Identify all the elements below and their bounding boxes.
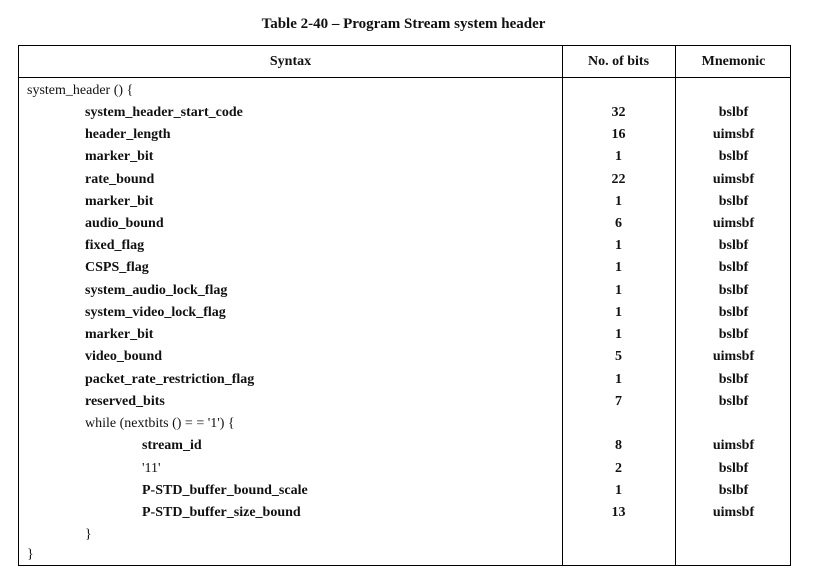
bits-cell: 1 — [615, 260, 622, 275]
table-row — [19, 238, 792, 256]
mnemonic-cell: uimsbf — [712, 216, 755, 231]
bits-cell: 32 — [611, 105, 626, 120]
table-row — [19, 327, 792, 345]
mnemonic-cell: bslbf — [718, 483, 749, 498]
mnemonic-cell: bslbf — [718, 372, 749, 387]
syntax-cell: } — [27, 547, 34, 562]
mnemonic-cell: uimsbf — [712, 349, 755, 364]
bits-cell: 6 — [615, 216, 622, 231]
syntax-cell: P-STD_buffer_size_bound — [142, 505, 301, 520]
syntax-cell: '11' — [142, 461, 161, 476]
table-row — [19, 172, 792, 190]
table-row — [19, 105, 792, 123]
syntax-cell: system_audio_lock_flag — [85, 283, 228, 298]
table-row — [19, 194, 792, 212]
bits-cell: 13 — [611, 505, 626, 520]
bits-cell: 7 — [615, 394, 622, 409]
syntax-cell: system_header_start_code — [85, 105, 243, 120]
header-syntax: Syntax — [269, 54, 312, 69]
mnemonic-cell: uimsbf — [712, 505, 755, 520]
mnemonic-cell: bslbf — [718, 260, 749, 275]
bits-cell: 1 — [615, 283, 622, 298]
syntax-cell: marker_bit — [85, 149, 154, 164]
mnemonic-cell: uimsbf — [712, 127, 755, 142]
table-row — [19, 394, 792, 412]
mnemonic-cell: bslbf — [718, 283, 749, 298]
syntax-cell: rate_bound — [85, 172, 155, 187]
syntax-cell: video_bound — [85, 349, 163, 364]
syntax-cell: fixed_flag — [85, 238, 145, 253]
syntax-table — [18, 45, 791, 566]
table-row — [19, 505, 792, 523]
table-row — [19, 305, 792, 323]
bits-cell: 1 — [615, 372, 622, 387]
table-caption: Table 2-40 – Program Stream system header — [261, 16, 546, 32]
header-divider — [19, 77, 790, 78]
bits-cell: 1 — [615, 194, 622, 209]
mnemonic-cell: bslbf — [718, 327, 749, 342]
table-row — [19, 527, 792, 545]
table-row — [19, 547, 792, 565]
syntax-cell: system_header () { — [27, 83, 134, 98]
bits-cell: 1 — [615, 327, 622, 342]
bits-cell: 1 — [615, 305, 622, 320]
mnemonic-cell: bslbf — [718, 149, 749, 164]
bits-cell: 2 — [615, 461, 622, 476]
table-row — [19, 216, 792, 234]
bits-cell: 1 — [615, 149, 622, 164]
syntax-cell: P-STD_buffer_bound_scale — [142, 483, 308, 498]
syntax-cell: CSPS_flag — [85, 260, 149, 275]
header-mnemonic: Mnemonic — [701, 54, 766, 69]
table-row — [19, 349, 792, 367]
table-row — [19, 83, 792, 101]
table-row — [19, 372, 792, 390]
table-row — [19, 438, 792, 456]
bits-cell: 1 — [615, 238, 622, 253]
syntax-cell: while (nextbits () = = '1') { — [85, 416, 235, 431]
table-row — [19, 283, 792, 301]
bits-cell: 1 — [615, 483, 622, 498]
table-row — [19, 416, 792, 434]
syntax-cell: packet_rate_restriction_flag — [85, 372, 255, 387]
mnemonic-cell: bslbf — [718, 105, 749, 120]
table-row — [19, 483, 792, 501]
mnemonic-cell: bslbf — [718, 461, 749, 476]
syntax-cell: audio_bound — [85, 216, 164, 231]
syntax-cell: stream_id — [142, 438, 202, 453]
syntax-cell: marker_bit — [85, 327, 154, 342]
table-row — [19, 127, 792, 145]
bits-cell: 5 — [615, 349, 622, 364]
mnemonic-cell: bslbf — [718, 394, 749, 409]
mnemonic-cell: uimsbf — [712, 172, 755, 187]
bits-cell: 8 — [615, 438, 622, 453]
table-row — [19, 149, 792, 167]
table-row — [19, 461, 792, 479]
header-no-of-bits: No. of bits — [587, 54, 650, 69]
syntax-cell: header_length — [85, 127, 171, 142]
mnemonic-cell: bslbf — [718, 238, 749, 253]
syntax-cell: marker_bit — [85, 194, 154, 209]
syntax-cell: system_video_lock_flag — [85, 305, 226, 320]
syntax-cell: } — [85, 527, 92, 542]
syntax-cell: reserved_bits — [85, 394, 165, 409]
mnemonic-cell: bslbf — [718, 194, 749, 209]
mnemonic-cell: uimsbf — [712, 438, 755, 453]
table-row — [19, 260, 792, 278]
bits-cell: 16 — [611, 127, 626, 142]
bits-cell: 22 — [611, 172, 626, 187]
mnemonic-cell: bslbf — [718, 305, 749, 320]
